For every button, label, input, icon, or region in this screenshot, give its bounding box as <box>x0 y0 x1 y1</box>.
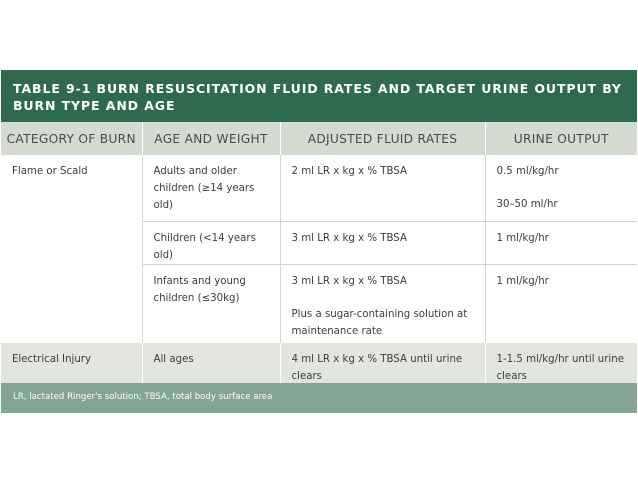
column-header-urine-output: URINE OUTPUT <box>485 122 637 155</box>
fluid-cell <box>280 155 485 221</box>
table-row <box>1 155 637 221</box>
column-header-age: AGE AND WEIGHT <box>142 122 280 155</box>
age-cell <box>142 264 280 343</box>
burn-resuscitation-table-card <box>1 70 637 413</box>
table-header-row <box>1 122 637 155</box>
fluid-cell <box>280 221 485 264</box>
urine-text: 1 ml/kg/hr <box>496 275 549 287</box>
urine-extra-text: 30–50 ml/hr <box>496 199 558 210</box>
age-text: All ages <box>153 354 194 365</box>
fluid-text: 3 ml LR x kg x % TBSA <box>291 232 407 244</box>
fluid-text: 2 ml LR x kg x % TBSA <box>291 166 407 177</box>
age-text: Adults and older children (≥14 years old) <box>153 166 255 211</box>
fluid-text: 4 ml LR x kg x % TBSA until urine clears <box>291 354 463 382</box>
table-title: TABLE 9-1 BURN RESUSCITATION FLUID RATES AND TARGET URINE OUTPUT BY BURN TYPE AND AGE <box>1 70 637 122</box>
column-header-category: CATEGORY OF BURN <box>1 122 142 155</box>
age-text: Infants and young children (≤30kg) <box>153 275 246 304</box>
table-footnote: LR, lactated Ringer's solution; TBSA, total body surface area <box>1 383 637 413</box>
urine-text: 1 ml/kg/hr <box>496 232 549 244</box>
category-cell <box>1 155 142 343</box>
fluid-cell <box>280 264 485 343</box>
age-cell <box>142 155 280 221</box>
fluid-extra-text: Plus a sugar-containing solution at maintenance rate <box>291 308 468 337</box>
urine-cell <box>485 264 637 343</box>
urine-cell <box>485 155 637 221</box>
age-cell <box>142 221 280 264</box>
urine-cell <box>485 221 637 264</box>
urine-text: 0.5 ml/kg/hr <box>496 166 559 177</box>
category-text: Electrical Injury <box>12 354 92 365</box>
column-header-fluid-rates: ADJUSTED FLUID RATES <box>280 122 485 155</box>
urine-text: 1-1.5 ml/kg/hr until urine clears <box>496 354 624 382</box>
fluid-rates-table <box>1 122 637 391</box>
category-text: Flame or Scald <box>12 166 88 177</box>
fluid-text: 3 ml LR x kg x % TBSA <box>291 275 407 287</box>
age-text: Children (<14 years old) <box>153 232 256 261</box>
